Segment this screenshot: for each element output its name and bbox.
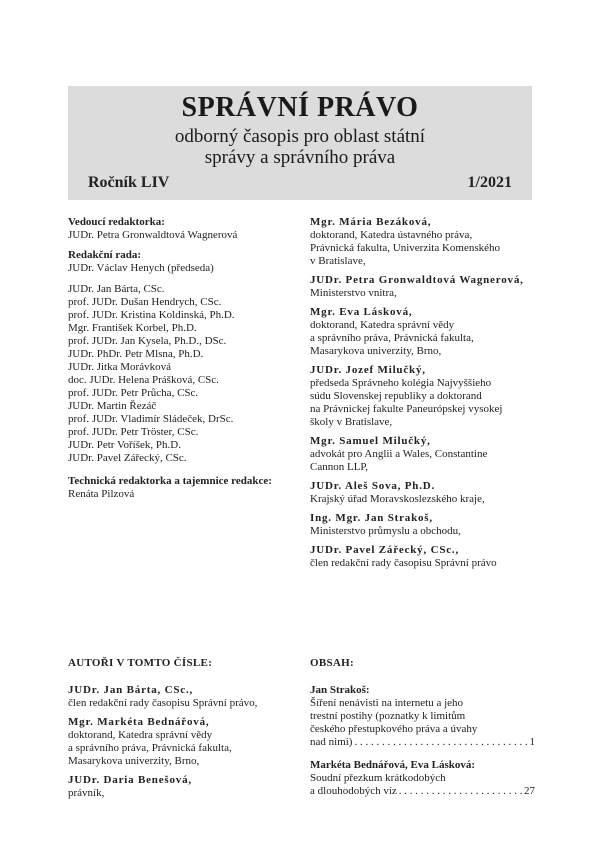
board-chair: JUDr. Václav Henych (předseda) [68, 262, 214, 274]
toc-page-number: 1 [529, 736, 535, 748]
toc-leader [354, 736, 527, 749]
toc-leader [399, 785, 522, 798]
masthead [68, 86, 532, 200]
toc-author: Jan Strakoš: [310, 684, 370, 696]
technical-editor-name: Renáta Pilzová [68, 488, 135, 500]
board-entry: JUDr. Aleš Sova, Ph.D. Krajský úřad Moravskoslezského kraje, [310, 480, 485, 505]
author-entry: JUDr. Daria Benešová, právník, [68, 774, 192, 799]
contents-section [310, 657, 535, 804]
board-member: prof. JUDr. Vladimír Sládeček, DrSc. [68, 413, 234, 425]
author-entry: Mgr. Markéta Bednářová, doktorand, Katedra správní vědy a správního práva, Právnická fakulta, Masarykova univerzity, Brno, [68, 716, 232, 767]
issue-number: 1/2021 [467, 174, 512, 191]
toc-page-number: 27 [524, 785, 535, 797]
board-member: Mgr. František Korbel, Ph.D. [68, 322, 197, 334]
board-entry: JUDr. Jozef Milučký, předseda Správneho kolégia Najvyššieho súdu Slovenskej republiky a doktorand na Právnickej fakulte Paneurópskej vysokej školy v Bratislave, [310, 364, 503, 428]
contents-heading: OBSAH: [310, 657, 354, 669]
editorial-staff [68, 216, 296, 501]
board-member: prof. JUDr. Kristina Koldinská, Ph.D. [68, 309, 235, 321]
board-details [310, 216, 535, 576]
author-list [68, 684, 296, 800]
board-member: JUDr. Jan Bárta, CSc. [68, 283, 165, 295]
volume-label: Ročník LIV [88, 174, 170, 191]
toc-author: Markéta Bednářová, Eva Lásková: [310, 759, 475, 771]
board-entry: Mgr. Mária Bezáková, doktorand, Katedra ústavného práva, Právnická fakulta, Univerzita Komenského v Bratislave, [310, 216, 500, 267]
journal-title: SPRÁVNÍ PRÁVO [181, 92, 419, 123]
toc-list [310, 684, 535, 798]
board-member: prof. JUDr. Petr Tröster, CSc. [68, 426, 199, 438]
board-entry: Ing. Mgr. Jan Strakoš, Ministerstvo průmyslu a obchodu, [310, 512, 461, 537]
board-member: doc. JUDr. Helena Prášková, CSc. [68, 374, 219, 386]
technical-editor-label: Technická redaktorka a tajemnice redakce: [68, 475, 272, 487]
board-members [68, 283, 296, 465]
board-entry: Mgr. Samuel Milučký, advokát pro Anglii a Wales, Constantine Cannon LLP, [310, 435, 488, 473]
authors-heading: AUTOŘI V TOMTO ČÍSLE: [68, 657, 213, 669]
author-entry: JUDr. Jan Bárta, CSc., člen redakční rady časopisu Správní právo, [68, 684, 258, 709]
board-member: JUDr. Pavel Zářecký, CSc. [68, 452, 187, 464]
chief-editor-label: Vedoucí redaktorka: [68, 216, 165, 228]
journal-subtitle: odborný časopis pro oblast státní správy a správního práva [174, 126, 426, 168]
board-member: prof. JUDr. Petr Průcha, CSc. [68, 387, 199, 399]
chief-editor-name: JUDr. Petra Gronwaldtová Wagnerová [68, 229, 238, 241]
board-member: prof. JUDr. Dušan Hendrych, CSc. [68, 296, 222, 308]
authors-section [68, 657, 296, 806]
board-entry: Mgr. Eva Lásková, doktorand, Katedra správní vědy a správního práva, Právnická fakulta, Masarykova univerzity, Brno, [310, 306, 474, 357]
board-member: JUDr. Petr Voříšek, Ph.D. [68, 439, 181, 451]
toc-entry[interactable]: Jan Strakoš: Šíření nenávisti na internetu a jeho trestní postihy (poznatky k limitům českého přestupkového práva a úvahy nad nimi) . . . 1 [310, 684, 535, 749]
board-member: JUDr. PhDr. Petr Mlsna, Ph.D. [68, 348, 204, 360]
board-member: JUDr. Martin Řezáč [68, 400, 157, 412]
board-member: prof. JUDr. Jan Kysela, Ph.D., DSc. [68, 335, 227, 347]
board-entry: JUDr. Pavel Zářecký, CSc., člen redakční rady časopisu Správní právo [310, 544, 497, 569]
board-entry: JUDr. Petra Gronwaldtová Wagnerová, Ministerstvo vnitra, [310, 274, 524, 299]
board-label: Redakční rada: [68, 249, 142, 261]
board-member: JUDr. Jitka Morávková [68, 361, 171, 373]
toc-entry[interactable]: Markéta Bednářová, Eva Lásková: Soudní přezkum krátkodobých a dlouhodobých víz . . . 27 [310, 759, 535, 798]
